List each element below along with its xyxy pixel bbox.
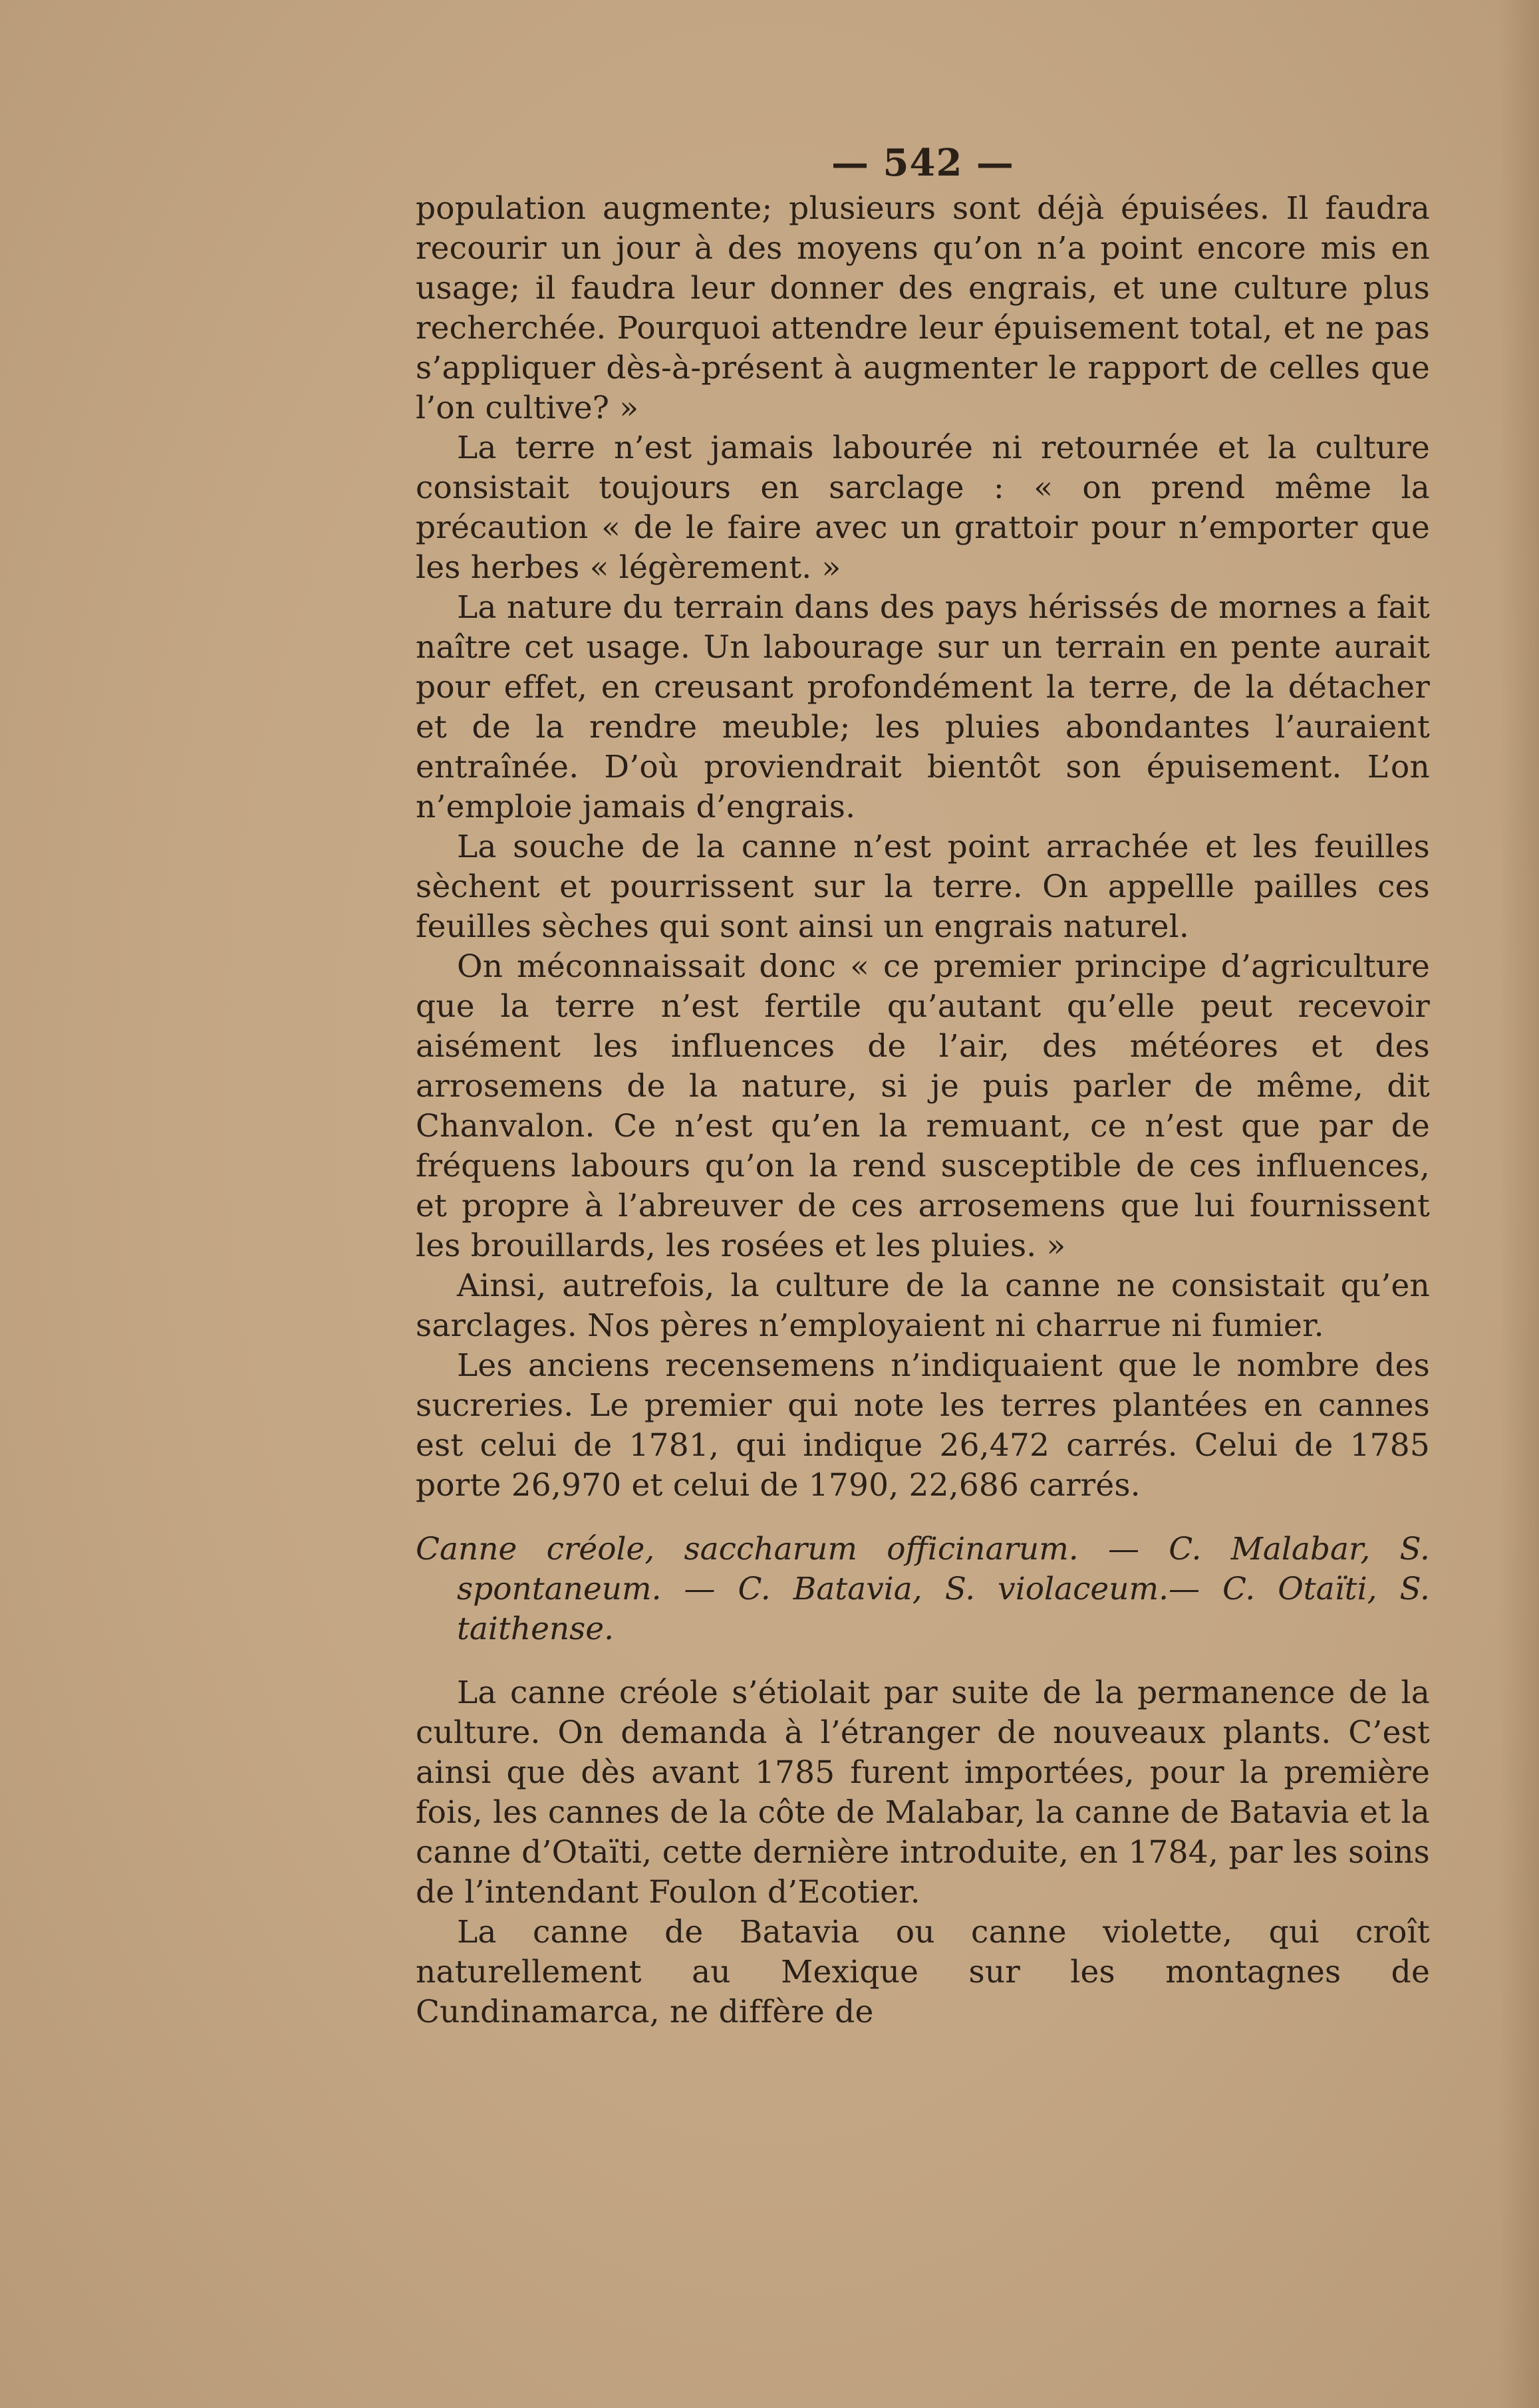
paragraph: La canne créole s’étiolait par suite de la permanence de la culture. On demanda à l’étranger de nouveaux plants. C’est ainsi que dès avant 1785 furent importées, pour la première fois, les cannes de la côte de Malabar, la canne de Batavia et la canne d’Otaïti, cette dernière introduite, en 1784, par les soins de l’intendant Foulon d’Ecotier.: [416, 1674, 1430, 1911]
page-number: — 542 —: [831, 141, 1014, 185]
page-edge-shadow: [1499, 0, 1539, 2408]
bottom-paragraphs: [416, 1673, 1430, 2032]
page-content: [416, 140, 1430, 2032]
top-paragraphs: [416, 189, 1430, 1506]
paragraph: population augmente; plusieurs sont déjà épuisées. Il faudra recourir un jour à des moyens qu’on n’a point encore mis en usage; il faudra leur donner des engrais, et une culture plus recherchée. Pourquoi attendre leur épuisement total, et ne pas s’appliquer dès-à-présent à augmenter le rapport de celles que l’on cultive? »: [416, 190, 1430, 426]
paragraph: Les anciens recensemens n’indiquaient que le nombre des sucreries. Le premier qui note les terres plantées en cannes est celui de 1781, qui indique 26,472 carrés. Celui de 1785 porte 26,970 et celui de 1790, 22,686 carrés.: [416, 1347, 1430, 1504]
paragraph: La terre n’est jamais labourée ni retournée et la culture consistait toujours en sarclage : « on prend même la précaution « de le faire avec un grattoir pour n’emporter que les herbes « légèrement. »: [416, 430, 1430, 586]
section-heading: Canne créole, saccharum officinarum. — C. Malabar, S. spontaneum. — C. Batavia, S. violaceum.— C. Otaïti, S. taithense.: [416, 1531, 1430, 1647]
paragraph: La souche de la canne n’est point arrachée et les feuilles sèchent et pourrissent sur la terre. On appellle pailles ces feuilles sèches qui sont ainsi un engrais naturel.: [416, 829, 1430, 945]
paragraph: Ainsi, autrefois, la culture de la canne ne consistait qu’en sarclages. Nos pères n’employaient ni charrue ni fumier.: [416, 1268, 1430, 1344]
paragraph: On méconnaissait donc « ce premier principe d’agriculture que la terre n’est fertile qu’autant qu’elle peut recevoir aisément les influences de l’air, des météores et des arrosemens de la nature, si je puis parler de même, dit Chanvalon. Ce n’est qu’en la remuant, ce n’est que par de fréquens labours qu’on la rend susceptible de ces influences, et propre à l’abreuver de ces arrosemens que lui fournissent les brouillards, les rosées et les pluies. »: [416, 948, 1430, 1264]
paragraph: La canne de Batavia ou canne violette, qui croît naturellement au Mexique sur les montagnes de Cundinamarca, ne diffère de: [416, 1914, 1430, 2030]
paragraph: La nature du terrain dans des pays hérissés de mornes a fait naître cet usage. Un labourage sur un terrain en pente aurait pour effet, en creusant profondément la terre, de la détacher et de la rendre meuble; les pluies abondantes l’auraient entraînée. D’où proviendrait bientôt son épuisement. L’on n’emploie jamais d’engrais.: [416, 589, 1430, 825]
